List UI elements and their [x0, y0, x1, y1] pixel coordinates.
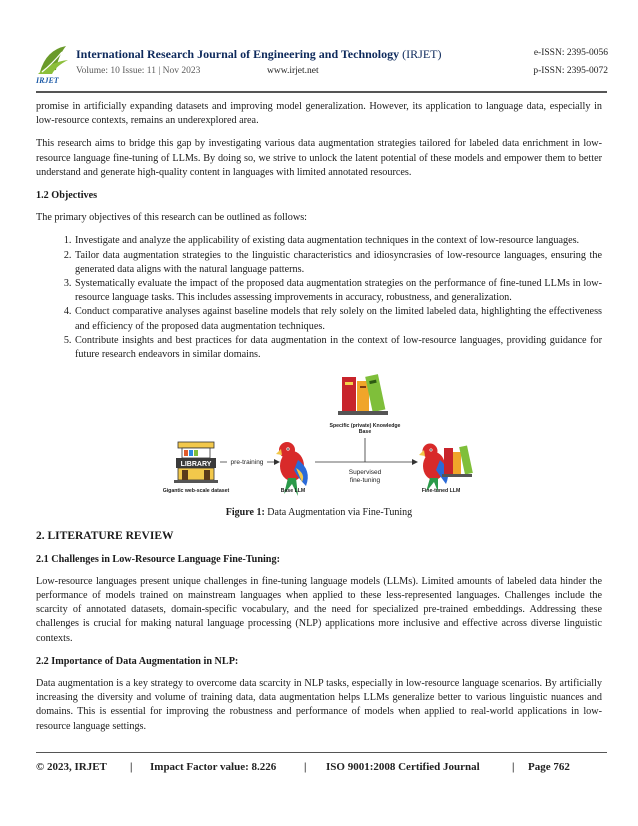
volume-issue: Volume: 10 Issue: 11 | Nov 2023	[76, 66, 201, 76]
objective-item: 1. Investigate and analyze the applicability of existing data augmentation techniques in the context of low-resource languages.	[74, 234, 602, 248]
caption-prefix: Figure 1:	[225, 507, 265, 519]
footer-separator: |	[130, 761, 133, 773]
supervised-label: Supervised	[348, 469, 382, 477]
footer-impact-factor: Impact Factor value: 8.226	[150, 761, 277, 773]
journal-abbr: (IRJET)	[402, 47, 442, 61]
journal-title-text: International Research Journal of Engineering and Technology	[76, 47, 400, 61]
supervised-label-2: fine-tuning	[349, 477, 381, 485]
literature-review-heading: 2. LITERATURE REVIEW	[36, 530, 174, 543]
finetuned-llm-label: Fine-tuned LLM	[421, 488, 461, 495]
intro-paragraph-2: This research aims to bridge this gap by investigating various data augmentation strategies tailored for labeled data enrichment in low-resource language fine-tuning of LLMs. By doing so, we strive to unlock the latent potential of these models and empower them to better understand and generate high-quality content in languages with limited annotated resources.	[36, 138, 602, 178]
eissn: e-ISSN: 2395-0056	[533, 48, 608, 58]
footer-separator: |	[512, 761, 515, 773]
finetuning-arrow	[315, 438, 418, 465]
objective-item: 3. Systematically evaluate the impact of the proposed data augmentation strategies on the performance of fine-tuned LLMs in low-resource language tasks. This includes assessing improvements in accuracy, robustness, and generalization.	[74, 277, 602, 305]
journal-title	[76, 47, 441, 62]
footer-copyright: © 2023, IRJET	[36, 761, 107, 773]
knowledge-base-label: Specific (private) Knowledge	[329, 423, 401, 430]
footer-iso: ISO 9001:2008 Certified Journal	[326, 761, 480, 773]
logo-leaf-icon	[36, 42, 72, 78]
fine-tuning-diagram	[36, 374, 602, 498]
knowledge-base-label-2: Base	[358, 429, 372, 436]
objective-item: 5. Contribute insights and best practices for data augmentation in the context of low-resource languages, providing guidance for future research endeavors in similar domains.	[74, 334, 602, 362]
finetuned-llm-icon	[419, 444, 473, 493]
dataset-label: Gigantic web-scale dataset	[162, 488, 230, 495]
base-llm-label: Base LLM	[280, 488, 306, 495]
footer-divider	[36, 752, 607, 753]
figure-caption	[36, 506, 602, 520]
pissn: p-ISSN: 2395-0072	[533, 66, 608, 76]
intro-paragraph-1: promise in artificially expanding datasets and improving model generalization. However, its application to language data, especially in low-resource contexts, remains an underexplored area.	[36, 101, 602, 127]
objectives-list	[36, 234, 602, 362]
irjet-logo	[36, 42, 72, 88]
pretraining-label: pre-training	[230, 459, 264, 467]
journal-meta	[76, 66, 319, 76]
header-divider	[36, 91, 607, 93]
section-2-1-heading: 2.1 Challenges in Low-Resource Language Fine-Tuning:	[36, 553, 280, 565]
logo-text: IRJET	[36, 76, 59, 85]
section-2-2-heading: 2.2 Importance of Data Augmentation in NLP:	[36, 655, 239, 667]
caption-text: Data Augmentation via Fine-Tuning	[264, 507, 413, 519]
journal-website-link[interactable]: www.irjet.net	[267, 66, 319, 76]
objective-item: 4. Conduct comparative analyses against baseline models that rely solely on the limited labeled data, highlighting the effectiveness and efficiency of the proposed data augmentation techniques.	[74, 305, 602, 333]
objective-item: 2. Tailor data augmentation strategies to the linguistic characteristics and idiosyncrasies of low-resource languages, ensuring the generated data aligns with the natural language patterns.	[74, 249, 602, 277]
library-building-icon	[174, 442, 218, 483]
section-2-2-paragraph: Data augmentation is a key strategy to overcome data scarcity in NLP tasks, especially in low-resource language scenarios. By artificially increasing the diversity and volume of training data, data augmentation helps LLMs generalize better to various linguistic nuances and domains. This is essential for improving the robustness and performance of models when applied to real-world applications in low-resource language settings.	[36, 678, 602, 732]
section-2-1-paragraph: Low-resource languages present unique challenges in fine-tuning language models (LLMs). Limited amounts of labeled data hinder the performance of models trained on mainstream languages when applied to these less-represented languages. Challenges include the scarcity of annotated datasets, domain-specific vocabulary, and the need for specialized pre-trained embeddings. Addressing these challenges is crucial for making natural language processing (NLP) applications more inclusive and effective across diverse linguistic contexts.	[36, 575, 602, 644]
article-body	[36, 100, 602, 743]
objectives-heading: 1.2 Objectives	[36, 190, 98, 202]
knowledge-base-books-icon	[338, 374, 388, 415]
figure-1	[36, 374, 602, 498]
journal-header	[36, 42, 608, 92]
objectives-lead: The primary objectives of this research can be outlined as follows:	[36, 212, 308, 224]
footer-separator: |	[304, 761, 307, 773]
footer-page-number: Page 762	[528, 761, 570, 773]
library-sign-text: LIBRARY	[180, 461, 212, 469]
